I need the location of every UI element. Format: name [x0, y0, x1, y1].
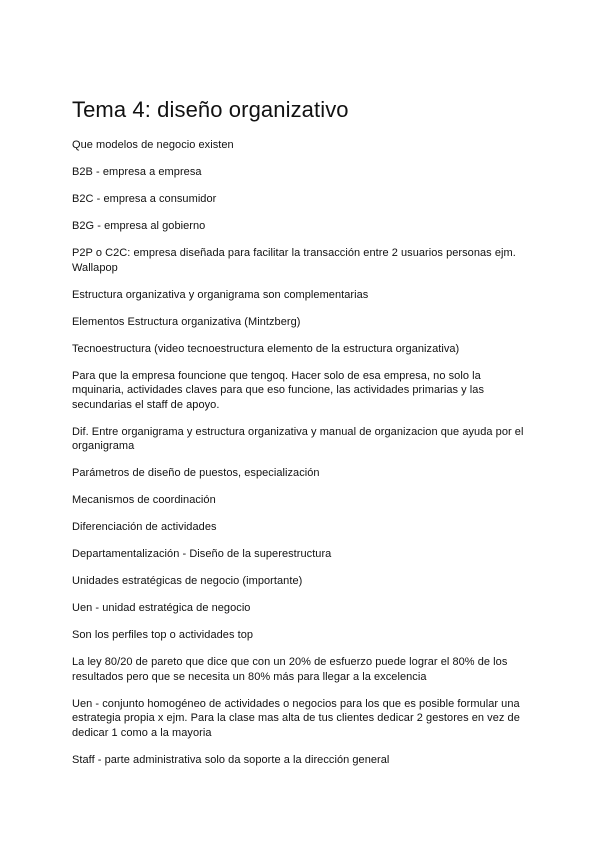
paragraph: Son los perfiles top o actividades top [72, 629, 254, 641]
paragraph: Diferenciación de actividades [72, 521, 217, 533]
paragraph: Estructura organizativa y organigrama son complementarias [72, 288, 369, 301]
paragraph: B2G - empresa al gobierno [72, 220, 206, 232]
paragraph: Uen - conjunto homogéneo de actividades o negocios para los que es posible formular una estrategia propia x ejm. Para la clase mas alta de tus clientes dedicar 2 gestores en vez de dedicar 1 como a la mayoria [72, 697, 520, 739]
paragraph: B2B - empresa a empresa [72, 166, 202, 178]
paragraph: Unidades estratégicas de negocio (importante) [72, 575, 303, 587]
document-page [72, 96, 532, 780]
paragraph: Tecnoestructura (video tecnoestructura elemento de la estructura organizativa) [72, 342, 460, 355]
paragraph: P2P o C2C: empresa diseñada para facilitar la transacción entre 2 usuarios personas ejm. Wallapop [72, 247, 516, 274]
page-title: Tema 4: diseño organizativo [72, 97, 349, 122]
paragraph: Parámetros de diseño de puestos, especialización [72, 467, 320, 479]
paragraph: La ley 80/20 de pareto que dice que con un 20% de esfuerzo puede lograr el 80% de los resultados pero que se necesita un 80% más para llegar a la excelencia [72, 656, 508, 683]
paragraph: B2C - empresa a consumidor [72, 193, 217, 205]
paragraph: Para que la empresa founcione que tengoq. Hacer solo de esa empresa, no solo la mquinaria, actividades claves para que eso funcione, las actividades primarias y las secundarias el staff de apoyo. [72, 369, 485, 411]
paragraph: Que modelos de negocio existen [72, 139, 234, 151]
paragraph: Uen - unidad estratégica de negocio [72, 602, 251, 614]
paragraph: Dif. Entre organigrama y estructura organizativa y manual de organizacion que ayuda por el organigrama [72, 425, 524, 452]
paragraph: Staff - parte administrativa solo da soporte a la dirección general [72, 753, 390, 766]
paragraph: Departamentalización - Diseño de la superestructura [72, 548, 332, 560]
paragraph: Elementos Estructura organizativa (Mintzberg) [72, 315, 301, 328]
paragraph: Mecanismos de coordinación [72, 494, 216, 506]
